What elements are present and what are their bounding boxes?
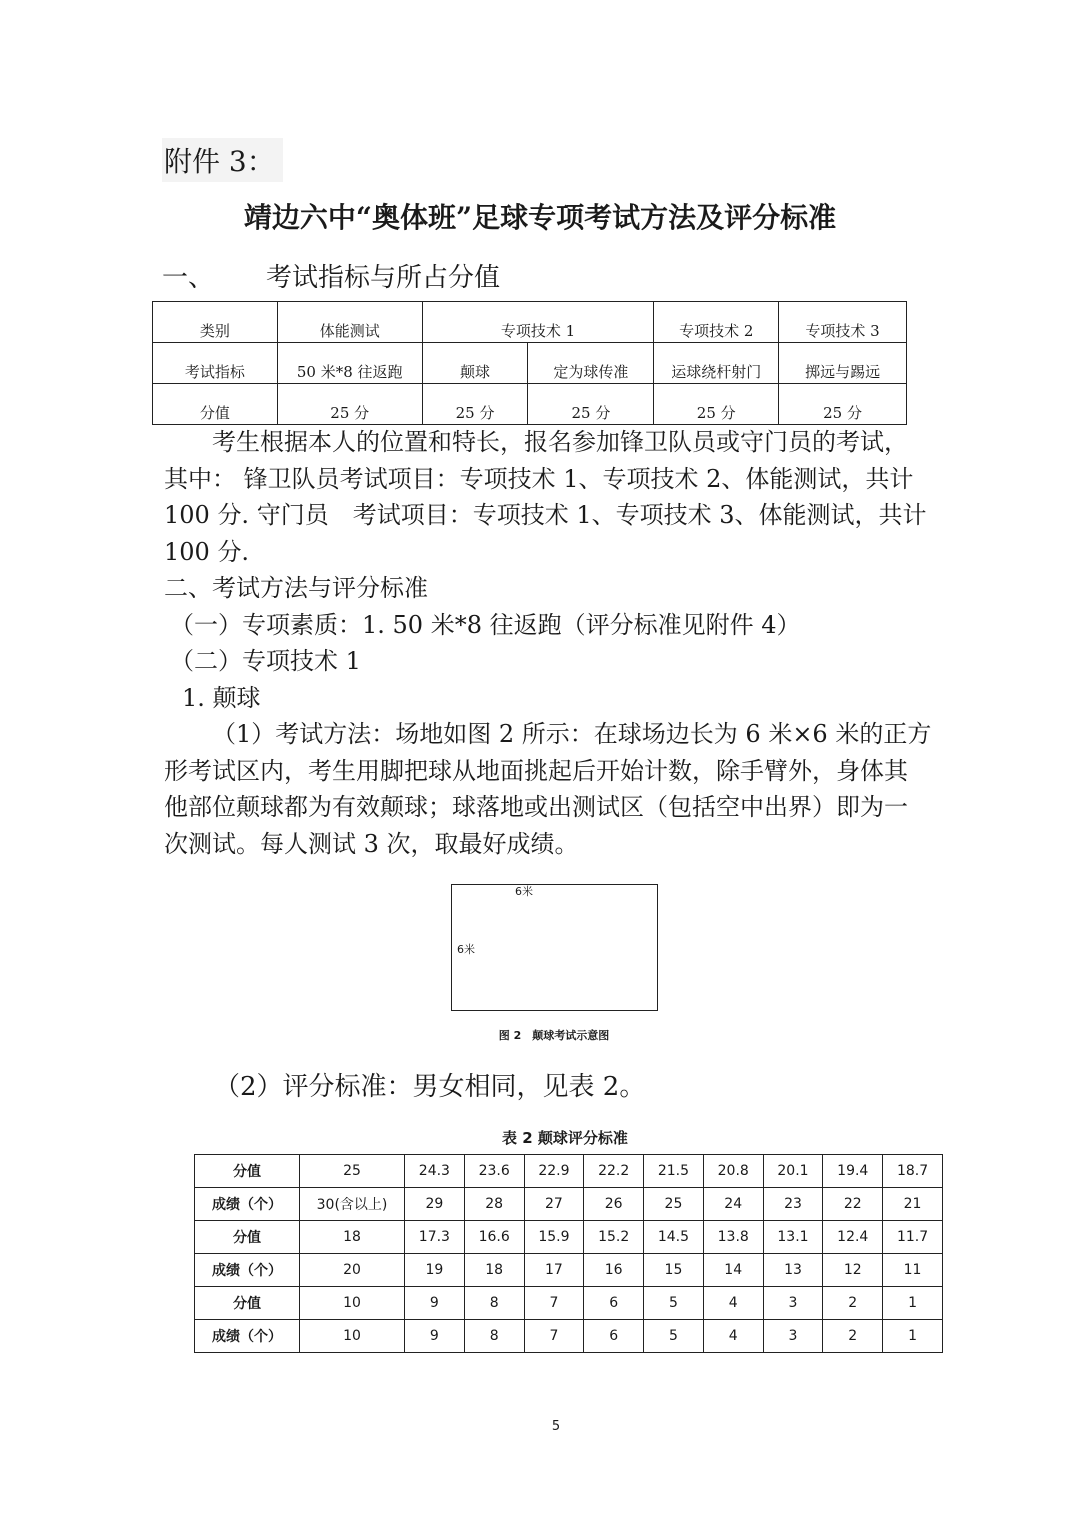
table-cell: 14.5 <box>644 1221 704 1254</box>
scoring-table <box>194 1154 943 1353</box>
section-1-heading <box>162 257 500 294</box>
table-cell: 6 <box>584 1287 644 1320</box>
paragraph-line: 形考试区内，考生用脚把球从地面挑起后开始计数，除手臂外，身体其 <box>164 756 908 785</box>
table-cell: 10 <box>300 1287 405 1320</box>
table-cell: 13.1 <box>763 1221 823 1254</box>
table-row <box>195 1320 943 1353</box>
table-cell: 颠球 <box>422 343 528 384</box>
table-cell: 22 <box>823 1188 883 1221</box>
table-cell: 23 <box>763 1188 823 1221</box>
table-cell: 15 <box>644 1254 704 1287</box>
table-row <box>153 343 907 384</box>
row-header-cell: 成绩（个） <box>195 1320 300 1353</box>
paragraph-line: 100 分. <box>164 537 250 566</box>
table-row <box>195 1287 943 1320</box>
table-cell: 10 <box>300 1320 405 1353</box>
table-cell: 运球绕杆射门 <box>654 343 779 384</box>
table-cell: 类别 <box>153 302 278 343</box>
table-cell: 体能测试 <box>277 302 422 343</box>
row-header-cell: 分值 <box>195 1287 300 1320</box>
body-text <box>164 424 931 862</box>
table-cell: 23.6 <box>464 1155 524 1188</box>
table-row <box>195 1254 943 1287</box>
table-cell: 专项技术 2 <box>654 302 779 343</box>
table-cell: 7 <box>524 1320 584 1353</box>
table-cell: 17 <box>524 1254 584 1287</box>
table-cell: 26 <box>584 1188 644 1221</box>
table-cell: 11.7 <box>883 1221 943 1254</box>
section-2-heading: 二、考试方法与评分标准 <box>164 574 428 602</box>
table-cell: 21 <box>883 1188 943 1221</box>
table-cell: 15.2 <box>584 1221 644 1254</box>
table-cell: 25 <box>644 1188 704 1221</box>
table-cell: 专项技术 3 <box>779 302 907 343</box>
table-cell: 8 <box>464 1287 524 1320</box>
table-cell: 16.6 <box>464 1221 524 1254</box>
table-cell: 9 <box>405 1287 465 1320</box>
table-cell: 分值 <box>153 384 278 425</box>
figure-caption: 图 2 颠球考试示意图 <box>498 1029 610 1042</box>
table-cell: 15.9 <box>524 1221 584 1254</box>
table-cell: 20.1 <box>763 1155 823 1188</box>
table-cell: 考试指标 <box>153 343 278 384</box>
table-cell: 12 <box>823 1254 883 1287</box>
attachment-label: 附件 3： <box>162 138 283 182</box>
section-1-number: 一、 <box>162 263 215 293</box>
table-cell: 4 <box>703 1287 763 1320</box>
page-number: 5 <box>551 1419 561 1434</box>
subsection-1-heading: （一）专项素质：1. 50 米*8 往返跑（评分标准见附件 4） <box>170 610 801 639</box>
table-cell: 6 <box>584 1320 644 1353</box>
table-cell: 4 <box>703 1320 763 1353</box>
table-cell: 28 <box>464 1188 524 1221</box>
paragraph-line: （1）考试方法：场地如图 2 所示：在球场边长为 6 米×6 米的正方 <box>212 720 932 748</box>
table-cell: 25 分 <box>654 384 779 425</box>
page-title: 靖边六中“奥体班”足球专项考试方法及评分标准 <box>243 201 837 234</box>
table-cell: 11 <box>883 1254 943 1287</box>
table-cell: 专项技术 1 <box>422 302 654 343</box>
table-cell: 掷远与踢远 <box>779 343 907 384</box>
table-cell: 3 <box>763 1287 823 1320</box>
paragraph-line: 100 分. 守门员 考试项目：专项技术 1、专项技术 3、体能测试，共计 <box>164 501 927 529</box>
section-1-title: 考试指标与所占分值 <box>266 263 501 293</box>
test-area-diagram <box>451 884 658 1011</box>
table-cell: 21.5 <box>644 1155 704 1188</box>
row-header-cell: 成绩（个） <box>195 1188 300 1221</box>
table-cell: 17.3 <box>405 1221 465 1254</box>
table-cell: 18 <box>300 1221 405 1254</box>
table-cell: 8 <box>464 1320 524 1353</box>
table-row <box>195 1221 943 1254</box>
table-cell: 13 <box>763 1254 823 1287</box>
table-cell: 2 <box>823 1287 883 1320</box>
table-cell: 1 <box>883 1287 943 1320</box>
paragraph-line: 考生根据本人的位置和特长，报名参加锋卫队员或守门员的考试， <box>212 428 908 456</box>
table-cell: 22.2 <box>584 1155 644 1188</box>
table-cell: 14 <box>703 1254 763 1287</box>
table-cell: 20 <box>300 1254 405 1287</box>
row-header-cell: 成绩（个） <box>195 1254 300 1287</box>
row-header-cell: 分值 <box>195 1155 300 1188</box>
table-cell: 25 分 <box>779 384 907 425</box>
diagram-top-label: 6米 <box>515 885 533 898</box>
table-row <box>153 302 907 343</box>
table-cell: 27 <box>524 1188 584 1221</box>
table-cell: 20.8 <box>703 1155 763 1188</box>
table-cell: 19.4 <box>823 1155 883 1188</box>
table-cell: 25 分 <box>528 384 654 425</box>
table-cell: 3 <box>763 1320 823 1353</box>
item-1-heading: 1. 颠球 <box>182 683 261 712</box>
row-header-cell: 分值 <box>195 1221 300 1254</box>
table-cell: 2 <box>823 1320 883 1353</box>
table-cell: 18 <box>464 1254 524 1287</box>
table-cell: 12.4 <box>823 1221 883 1254</box>
paragraph-line: 其中： 锋卫队员考试项目：专项技术 1、专项技术 2、体能测试，共计 <box>164 464 914 493</box>
exam-index-table <box>152 301 907 425</box>
table-cell: 24 <box>703 1188 763 1221</box>
paragraph-line: 他部位颠球都为有效颠球；球落地或出测试区（包括空中出界）即为一 <box>164 793 908 821</box>
table-row <box>195 1188 943 1221</box>
diagram-side-label: 6米 <box>457 943 475 956</box>
table-cell: 13.8 <box>703 1221 763 1254</box>
table-cell: 25 分 <box>277 384 422 425</box>
table-cell: 7 <box>524 1287 584 1320</box>
table-cell: 25 <box>300 1155 405 1188</box>
table-cell: 16 <box>584 1254 644 1287</box>
table-cell: 5 <box>644 1287 704 1320</box>
table-cell: 定为球传准 <box>528 343 654 384</box>
paragraph-line: 次测试。每人测试 3 次，取最好成绩。 <box>164 829 579 858</box>
table-row <box>195 1155 943 1188</box>
subsection-2-heading: （二）专项技术 1 <box>170 647 361 675</box>
table-cell: 9 <box>405 1320 465 1353</box>
table-cell: 50 米*8 往返跑 <box>277 343 422 384</box>
table-row <box>153 384 907 425</box>
table-cell: 24.3 <box>405 1155 465 1188</box>
table-cell: 18.7 <box>883 1155 943 1188</box>
scoring-standard-line: （2）评分标准：男女相同，见表 2。 <box>214 1072 646 1102</box>
table-cell: 30(含以上) <box>300 1188 405 1221</box>
table-cell: 5 <box>644 1320 704 1353</box>
table-cell: 1 <box>883 1320 943 1353</box>
table-2-caption: 表 2 颠球评分标准 <box>502 1129 628 1147</box>
table-cell: 25 分 <box>422 384 528 425</box>
table-cell: 19 <box>405 1254 465 1287</box>
table-cell: 29 <box>405 1188 465 1221</box>
table-cell: 22.9 <box>524 1155 584 1188</box>
